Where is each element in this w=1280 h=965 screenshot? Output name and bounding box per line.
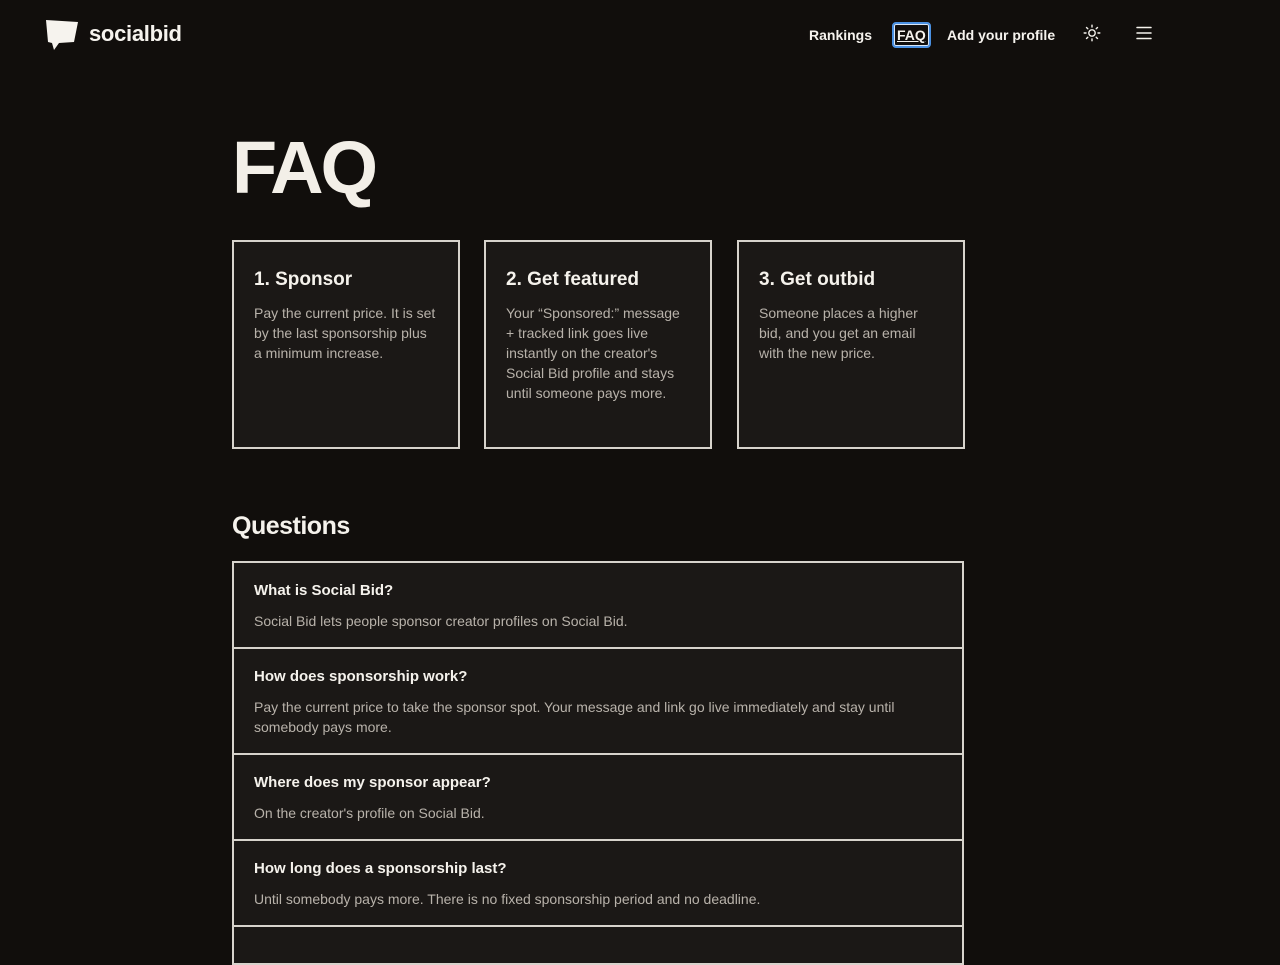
main-content: [232, 120, 964, 907]
hamburger-menu-icon: [1135, 25, 1153, 46]
faq-item[interactable]: [232, 839, 964, 927]
faq-question: Where does my sponsor appear?: [254, 774, 491, 791]
nav-link-faq[interactable]: FAQ: [892, 22, 931, 48]
step-card-sponsor: [232, 240, 460, 449]
faq-answer: On the creator's profile on Social Bid.: [254, 805, 485, 821]
step-text: Someone places a higher bid, and you get an email with the new price.: [759, 305, 918, 361]
site-header: [0, 0, 1280, 70]
step-title: 1. Sponsor: [254, 269, 353, 290]
how-it-works-steps: [232, 240, 964, 449]
faq-item[interactable]: [232, 561, 964, 649]
nav-link-rankings[interactable]: Rankings: [809, 27, 873, 43]
step-title: 3. Get outbid: [759, 269, 876, 290]
faq-answer: Until somebody pays more. There is no fixed sponsorship period and no deadline.: [254, 891, 761, 907]
brand-name: socialbid: [89, 21, 182, 46]
nav-link-add-profile[interactable]: Add your profile: [947, 27, 1056, 43]
faq-item[interactable]: [232, 647, 964, 755]
faq-list: [232, 561, 964, 965]
menu-button[interactable]: [1131, 22, 1157, 48]
faq-item[interactable]: [232, 753, 964, 841]
theme-toggle-button[interactable]: [1079, 22, 1105, 48]
page-title: FAQ: [232, 126, 376, 209]
faq-item-partial[interactable]: [232, 925, 964, 965]
step-card-get-outbid: [737, 240, 965, 449]
faq-answer: Pay the current price to take the sponsor spot. Your message and link go live immediately and stay until somebody pays more.: [254, 699, 895, 735]
questions-heading: Questions: [232, 512, 350, 540]
faq-question: How does sponsorship work?: [254, 668, 468, 685]
step-text: Pay the current price. It is set by the last sponsorship plus a minimum increase.: [254, 305, 436, 361]
step-title: 2. Get featured: [506, 269, 640, 290]
step-card-get-featured: [484, 240, 712, 449]
step-text: Your “Sponsored:” message + tracked link goes live instantly on the creator's Social Bid profile and stays until someone pays more.: [506, 305, 680, 401]
faq-question: What is Social Bid?: [254, 582, 394, 599]
sun-icon: [1083, 24, 1101, 47]
faq-question: How long does a sponsorship last?: [254, 860, 507, 877]
main-nav: [0, 22, 1280, 48]
faq-answer: Social Bid lets people sponsor creator profiles on Social Bid.: [254, 613, 628, 629]
